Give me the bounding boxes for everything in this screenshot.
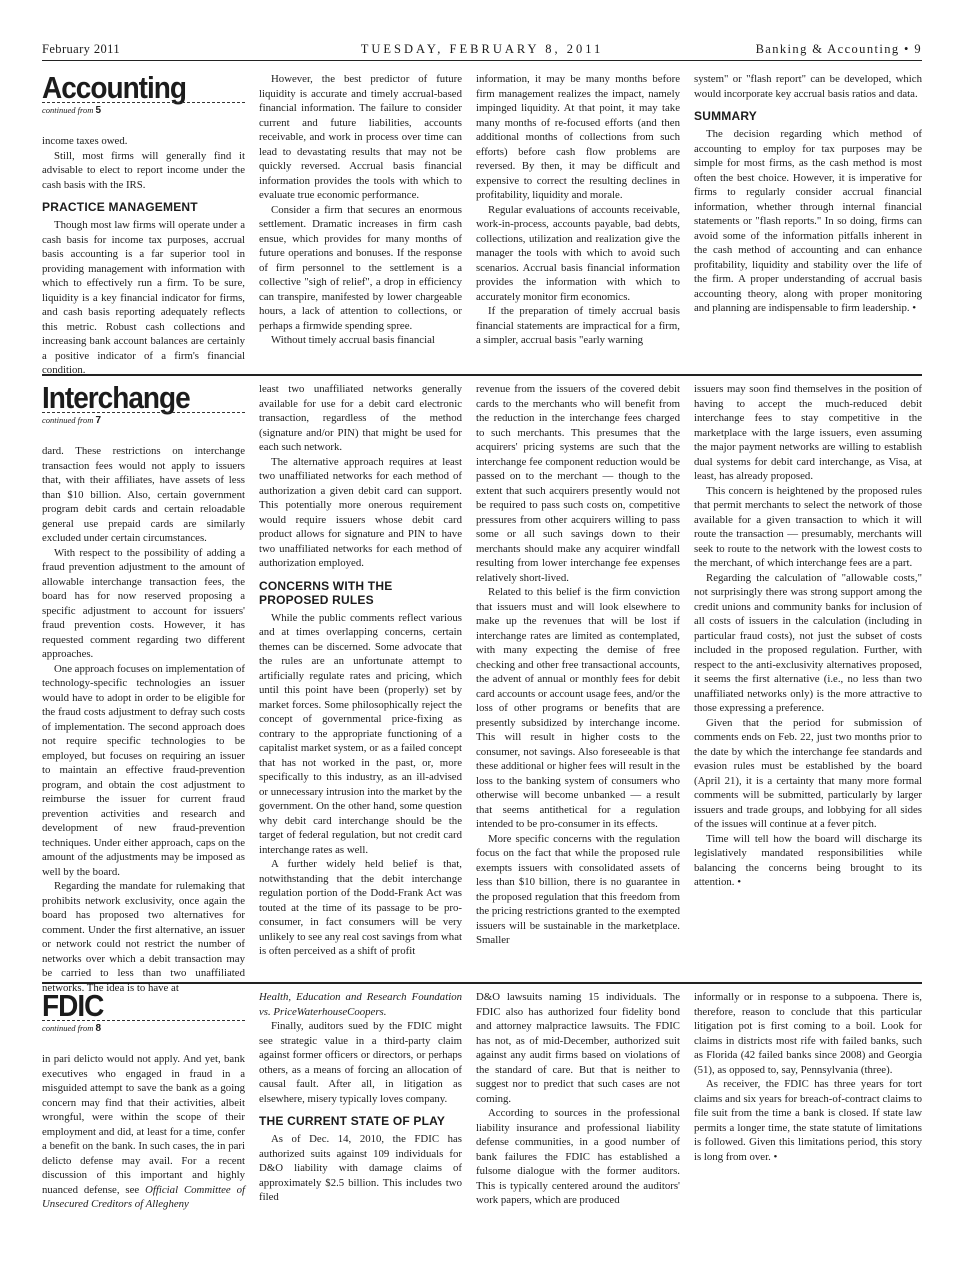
accounting-col-2 [259,72,462,372]
end-mark: • [912,302,917,314]
paragraph: Consider a firm that secures an enormous settlement. Dramatic increases in firm cash ensue, which provides for many months of future operations and bonuses. If the response of firm personnel to the settlement is a collective "sigh of relief", a drop in efficiency can transpire, manifested by lower chargeable hours, a lack of attention to collections, or perhaps a firmwide spending spree. [259,203,462,332]
paragraph: Regarding the mandate for rulemaking that prohibits network exclusivity, once again the board has proposed two alternatives for comment. Under the first alternative, an issuer or network could not restrict the number of networks over which a debit transaction may be carried to less than two unaffiliated networks. The idea is to have at [42,880,245,994]
paragraph: issuers may soon find themselves in the position of having to accept the much-reduced debit interchange fees to stay competitive in the marketplace with the large issuers, even assuming the major payment networks are willing to establish dual systems for debit card interchange, as Visa, at least, has already proposed. [694,383,922,482]
paragraph: More specific concerns with the regulation focus on the fact that while the proposed rule exempts issuers with consolidated assets of less than $10 billion, there is no guarantee in the proposed regulation that this freedom from the pricing restrictions granted to the exempted issuers will be sustainable in the marketplace. Smaller [476,832,680,946]
paragraph: With respect to the possibility of adding a fraud prevention adjustment to the amount of allowable interchange transaction fees, the board has for now reserved proposing a specific adjustment to account for issuers' fraud prevention costs. However, it has requested comment regarding two different approaches. [42,546,245,660]
paragraph: A further widely held belief is that, notwithstanding that the debit interchange regulation portion of the Dodd-Frank Act was touted at the time of its passage to be pro-consumer, in fact consumers will be very unlikely to see any real cost savings from what is often perceived as a shift of profit [259,858,462,957]
paragraph: least two unaffiliated networks generally available for use for a debit card electronic transaction, regardless of the method (signature and/or PIN) that might be used for each such network. [259,383,462,453]
paragraph: Though most law firms will operate under a cash basis for income tax purposes, accrual basis accounting is a far superior tool in providing management with information with which to effectively run a firm. To be sure, liquidity is a key financial indicator for firms, and cash basis reporting adequately reflects this metric. Robust cash collections and increasing bank account balances are certainly a positive indicator of a firm's financial condition. [42,219,245,376]
paragraph: Finally, auditors sued by the FDIC might see strategic value in a third-party claim against former officers or directors, or perhaps others, as a means of forcing an allocation of causal fault. After all, in litigation as elsewhere, misery typically loves company. [259,1020,462,1105]
paragraph: Regular evaluations of accounts receivable, work-in-process, accounts payable, bad debts, collections, utilization and realization give the manager the tools with which to avoid such scenarios. Accrual basis financial information provides the information with which to accurately monitor firm economics. [476,203,680,303]
fdic-col-1 [42,990,245,1212]
fdic-title: FDIC [42,988,104,1023]
fdic-dash-rule [42,1020,245,1021]
header-rule [42,60,922,61]
end-mark: • [773,1150,778,1163]
interchange-title: Interchange [42,380,190,415]
end-mark: • [737,876,742,888]
case-citation: Health, Education and Research Foundation vs. PriceWaterhouseCoopers. [259,991,462,1018]
accounting-section [42,70,922,376]
paragraph: Related to this belief is the firm conviction that issuers must and will look elsewhere to make up the revenues that will be lost if interchange rates are limited as contemplated, with many expecting the demise of free checking and other free transactional accounts, the advent of annual or monthly fees for debit card accounts or account usage fees, and/or the loss of other programs or benefits that are presently subsidized by interchange income. This will result in higher costs to the consumer, not savings. Also foreseeable is that these additional or higher fees will result in the loss to the banking system of consumers who otherwise will become unbanked — a result that seems antithetical for a regulation intended to be pro-consumer in its effects. [476,586,680,830]
accounting-col-3 [476,72,680,372]
subhead-concerns: CONCERNS WITH THE PROPOSED RULES [259,578,393,607]
fdic-banner [42,990,245,1034]
header-month: February 2011 [42,42,120,56]
page-header [42,38,922,58]
paragraph: This concern is heightened by the proposed rules that permit merchants to select the network of those available for a given transaction to which it will route the transaction — presumably, merchants will seek to route to the network with the lowest costs to the merchant, of which interchange fees are a part. [694,484,922,569]
interchange-continued: continued from 7 [42,415,102,426]
paragraph: If the preparation of timely accrual basis financial statements are impractical for a firm, a simpler, accrual basis "early warning [476,305,680,346]
paragraph: in pari delicto would not apply. And yet, bank executives who engaged in fraud in a misguided attempt to save the bank as a going concern may find that their activities, albeit wrongful, were within the scope of their employment and did, at least for a time, confer a benefit on the bank. In such cases, the in pari delicto defense may avail. For a recent discussion of this important and highly nuanced defense, see Official Committee of Unsecured Creditors of Allegheny [42,1053,246,1210]
interchange-section [42,380,922,994]
subhead-summary: SUMMARY [694,109,757,123]
interchange-banner [42,382,245,426]
paragraph: system" or "flash report" can be developed, which would incorporate key accrual basis ratios and data. [694,73,922,100]
fdic-col-3 [476,990,680,1212]
paragraph: revenue from the issuers of the covered debit cards to the merchants who will benefit from the reduction in the interchange fees charged to such merchants. This presumes that the acquirers' pricing systems are such that the interchange fee component reduction would be passed on to the merchant — though to the extent that such acquirers presently would not be required to pass such costs on, competitive pressures from other acquirers willing to pass some or all such savings down to their merchants should make any acquirer windfall resulting from lower interchange fee expenses relatively short-lived. [476,383,680,584]
paragraph: income taxes owed. [42,135,128,147]
fdic-section [42,990,922,1212]
section-rule [42,982,922,984]
paragraph: Without timely accrual basis financial [271,334,435,346]
section-rule [42,374,922,376]
interchange-col-4 [694,382,922,978]
accounting-continued: continued from 5 [42,105,102,116]
paragraph: dard. These restrictions on interchange transaction fees would not apply to issuers that, with their affiliates, have assets of less than $10 billion. Also, certain government program debit cards and certain reloadable general use prepaid cards are similarly excluded under certain circumstances. [42,445,245,544]
paragraph: The alternative approach requires at least two unaffiliated networks for each method of authorization a given debit card can support. This potentially more onerous requirement would require issuers whose debit card product allows for signature and PIN to have two unaffiliated networks for each method of authorization employed. [259,455,462,569]
subhead-practice-management: PRACTICE MANAGEMENT [42,200,198,214]
interchange-col-3 [476,382,680,978]
case-citation: Official Committee of Unsecured Creditors of Allegheny [42,1183,246,1210]
accounting-banner [42,72,245,116]
paragraph: informally or in response to a subpoena. There is, therefore, reason to conclude that this particular litigation pot is first coming to a boil. Look for claims in districts most rife with failed banks, such as Florida (42 failed banks since 2008) and Georgia (51), as opposed to, say, Pennsylvania (three). [694,991,922,1076]
fdic-col-2 [259,990,462,1212]
interchange-col-1 [42,380,245,994]
paragraph: As receiver, the FDIC has three years for tort claims and six years for breach-of-contract claims to file suit from the time a bank is closed. If state law permits a longer time, the state statute of limitations is followed. Given this limitations period, this story is long from over. • [694,1078,922,1163]
header-section-page: Banking & Accounting • 9 [755,42,922,56]
paragraph: As of Dec. 14, 2010, the FDIC has authorized suits against 109 individuals for D&O liability with damage claims of approximately $2.5 billion. This includes two filed [259,1133,462,1203]
paragraph: Time will tell how the board will discharge its legislatively mandated responsibilities while balancing the concerns being brought to its attention. • [694,832,922,888]
paragraph: Given that the period for submission of comments ends on Feb. 22, just two months prior to the date by which the interchange fee standards and evasion rules must be established by the board (April 21), it is a certainty that many more formal comments will be submitted, particularly by larger issuers and trade groups, and lobbying for all sides of the issues will continue at a fever pitch. [694,716,922,830]
paragraph: Regarding the calculation of "allowable costs," not surprisingly there was strong support among the credit unions and community banks for inclusion of all costs of issuers in the calculation (including in particular fraud costs), not just the subset of costs included in the proposed regulation. Further, with respect to the anti-exclusivity alternatives proposed, it seems the first alternative (i.e., no less than two unaffiliated networks only) is the more attractive to those expressing a preference. [694,571,922,714]
accounting-col-4 [694,72,922,372]
accounting-dash-rule [42,102,245,103]
interchange-dash-rule [42,412,245,413]
fdic-continued: continued from 8 [42,1023,102,1034]
paragraph: The decision regarding which method of accounting to employ for tax purposes may be simple for most firms, as the cash method is most often the best choice. However, it is imperative for firms to regularly consider accrual financial information, whether through internal financial statements or "flash reports." In so doing, firms can avoid some of the information pitfalls inherent in the cash method of accounting and can enhance profitability, liquidity and stability over the life of the firm. A proper understanding of accrual basis accounting theory, along with proper monitoring and planning are indispensable to firm leadership. • [694,128,922,314]
paragraph: Still, most firms will generally find it advisable to elect to report income under the cash basis with the IRS. [42,149,245,191]
paragraph: While the public comments reflect various and at times overlapping concerns, certain themes can be discerned. Some advocate that the rules are an unfortunate attempt to artificially regulate rates and pricing, which until this point have been (properly) set by market forces. Some philosophically reject the concept of governmental price-fixing as contrary to the appropriate functioning of a capitalist market system, or as a failed concept that has not worked in the past, or, more specifically to this industry, as an ill-advised or unnecessary intrusion into the market by the government. On the other hand, some question why debit card interchange should be the target of federal regulation, but not credit card interchange rates as well. [259,611,462,856]
paragraph: One approach focuses on implementation of technology-specific technologies an issuer would have to adopt in order to be eligible for the fraud costs adjustment to defray such costs of implementation. The second approach does not require specific technologies to be employed, but focuses on requiring an issuer to maintain an effective fraud-prevention program, and obtain the cost adjustment to reimburse the issuer for current fraud prevention activities and research and development of new fraud-prevention techniques. Under either approach, caps on the amount of the adjustments may be imposed as well by the board. [42,662,245,878]
accounting-title: Accounting [42,70,186,105]
fdic-col-4 [694,990,922,1212]
paragraph: According to sources in the professional liability insurance and professional liability defense communities, in a good number of bank failures the FDIC has established a fulsome dialogue with the former auditors. This is typically centered around the auditors' work papers, which are produced [476,1107,680,1206]
paragraph: However, the best predictor of future liquidity is accurate and timely accrual-based financial information. The failure to consider current and future liabilities, accounts receivable, and work in process over time can lead to devastating results that may not be quickly reversed. Accrual basis financial information provides the tools with which to evaluate true economic performance. [259,73,462,201]
paragraph: D&O lawsuits naming 15 individuals. The FDIC also has authorized four fidelity bond and attorney malpractice lawsuits. The FDIC has not, as of mid-December, authorized suit against any audit firms based on violations of the standard of care. But that is neither to suggest nor to predict that such cases are not coming. [476,991,680,1105]
accounting-col-1 [42,70,245,376]
header-date: TUESDAY, FEBRUARY 8, 2011 [360,42,604,56]
interchange-col-2 [259,382,462,978]
subhead-current-state: THE CURRENT STATE OF PLAY [259,1114,446,1128]
paragraph: information, it may be many months before firm management realizes the impact, namely impinged liquidity. At that point, it may take many months of re-focused efforts (and then additional months of collections from such efforts) before cash flow problems are reversed. By then, it may be difficult and expensive to correct the resulting declines in profitability, liquidity and morale. [476,73,680,201]
